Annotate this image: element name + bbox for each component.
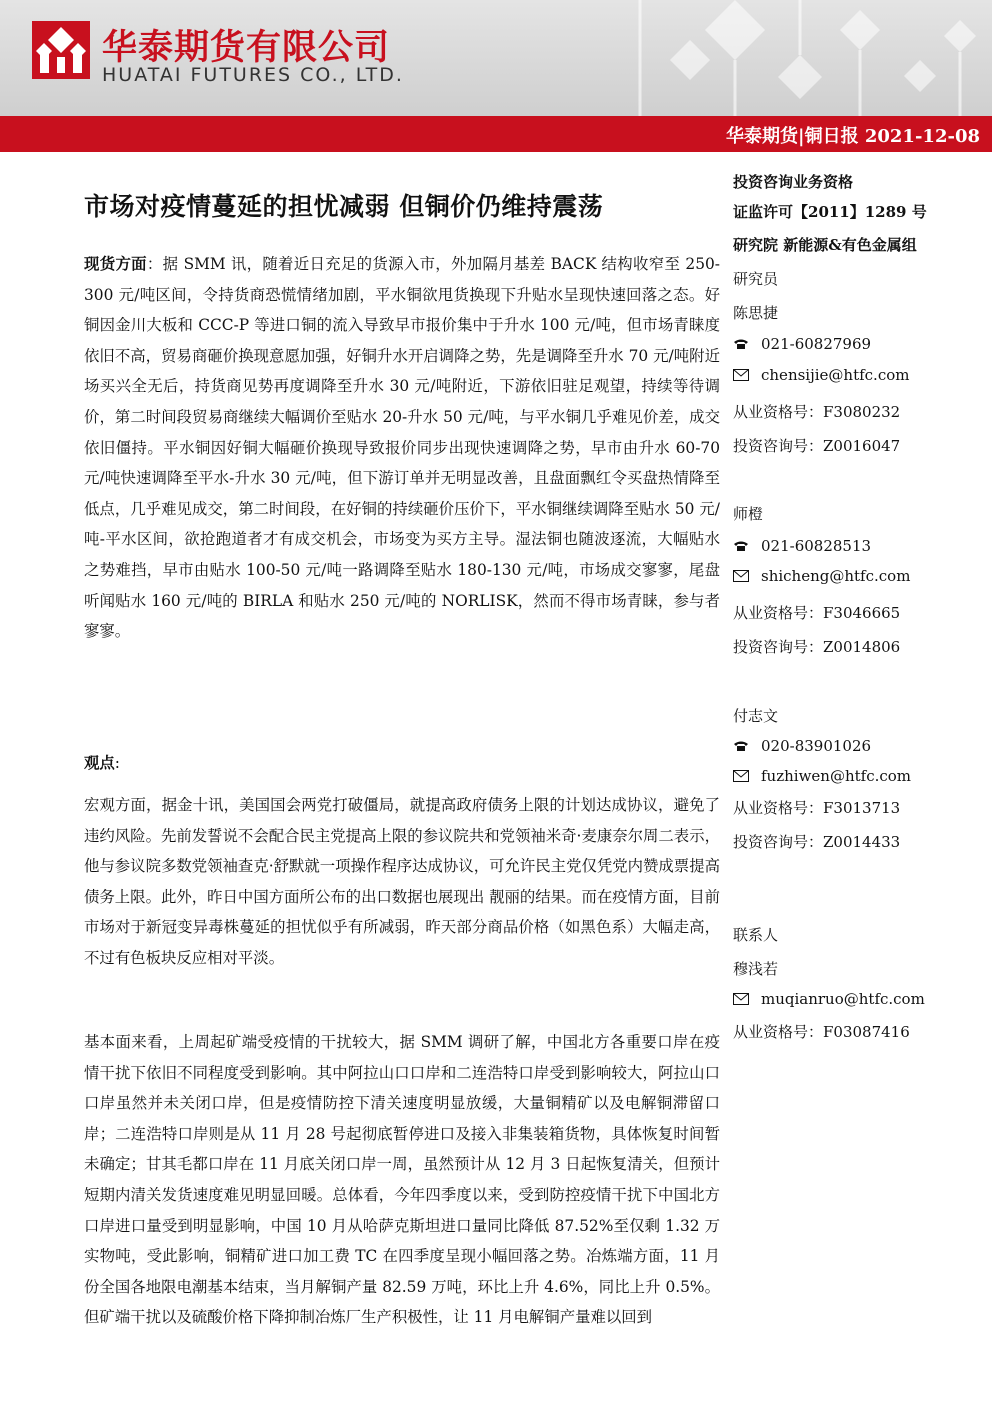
contact-email: muqianruo@htfc.com — [733, 990, 925, 1008]
spot-text: ：据 SMM 讯，随着近日充足的货源入市，外加隔月基差 BACK 结构收窄至 250-300 元/吨区间，令持货商恐慌情绪加剧，平水铜欲甩货换现下升贴水呈现快速回落之态。好铜因金川大板和 CCC-P 等进口铜的流入导致早市报价集中于升水 100 元/吨，但市场青睐度依旧不高，贸易商砸价换现意愿加强，好铜升水开启调降之势，先是调降至升水 70 元/吨附近场买兴全无后，持货商见势再度调降至升水 30 元/吨附近，下游依旧驻足观望，持续等待调价，第二时间段贸易商继续大幅调价至贴水 20-升水 50 元/吨，与平水铜几乎难见价差，成交依旧僵持。平水铜因好铜大幅砸价换现导致报价同步出现快速调降之势，早市由升水 60-70 元/吨快速调降至平水-升水 30 元/吨，但下游订单并无明显改善，且盘面飘红令买盘热情降至低点，几乎难见成交，第二时间段，在好铜的持续砸价压价下，平水铜继续调降至贴水 50 元/吨-平水区间，欲抢跑道者才有成交机会，市场变为买方主导。湿法铜也随波逐流，大幅贴水之势难挡，早市由贴水 100-50 元/吨一路调降至贴水 180-130 元/吨，市场成交寥寥，尾盘听闻贴水 160 元/吨的 BIRLA 和贴水 250 元/吨的 NORLISK，然而不得市场青睐，参与者寥寥。 — [84, 255, 720, 641]
spot-paragraph — [84, 249, 720, 647]
researcher-cert-advisory: 投资咨询号：Z0016047 — [733, 437, 901, 455]
phone-icon — [733, 540, 749, 552]
researcher-phone: 021-60827969 — [733, 335, 871, 353]
page-header — [0, 0, 992, 116]
report-title: 市场对疫情蔓延的担忧减弱 但铜价仍维持震荡 — [84, 192, 604, 221]
company-name-cn: 华泰期货有限公司 — [102, 28, 391, 68]
macro-paragraph: 宏观方面，据金十讯，美国国会两党打破僵局，就提高政府债务上限的计划达成协议，避免了违约风险。先前发誓说不会配合民主党提高上限的参议院共和党领袖米奇·麦康奈尔周二表示，他与参议院多数党领袖查克·舒默就一项操作程序达成协议，可允许民主党仅凭党内赞成票提高债务上限。此外，昨日中国方面所公布的出口数据也展现出 靓丽的结果。而在疫情方面，目前市场对于新冠变异毒株蔓延的担忧似乎有所减弱，昨天部分商品价格（如黑色系）大幅走高，不过有色板块反应相对平淡。 — [84, 796, 720, 967]
email-icon — [733, 369, 749, 381]
email-icon — [733, 770, 749, 782]
researcher-email: chensijie@htfc.com — [733, 366, 909, 384]
researcher-cert-practice: 从业资格号：F3046665 — [733, 604, 901, 622]
view-heading — [84, 748, 720, 779]
researcher-name: 陈思捷 — [733, 304, 779, 322]
researcher-name: 师橙 — [733, 505, 764, 523]
researcher-phone: 021-60828513 — [733, 537, 871, 555]
researcher-email: shicheng@htfc.com — [733, 567, 910, 585]
company-name-en: HUATAI FUTURES CO., LTD. — [102, 64, 404, 86]
spot-label: 现货方面 — [84, 255, 147, 273]
researcher-label: 研究员 — [733, 270, 779, 288]
license-number: 证监许可【2011】1289 号 — [733, 203, 927, 221]
huatai-logo-icon — [32, 21, 90, 79]
fundamental-paragraph: 基本面来看，上周起矿端受疫情的干扰较大，据 SMM 调研了解，中国北方各重要口岸在疫情干扰下依旧不同程度受到影响。其中阿拉山口口岸和二连浩特口岸受到影响较大，阿拉山口口岸虽然并未关闭口岸，但是疫情防控下清关速度明显放缓，大量铜精矿以及电解铜滞留口岸；二连浩特口岸则是从 11 月 28 号起彻底暂停进口及接入非集装箱货物，具体恢复时间暂未确定；甘其毛都口岸在 11 月底关闭口岸一周，虽然预计从 12 月 3 日起恢复清关，但预计短期内清关发货速度难见明显回暖。总体看，今年四季度以来，受到防控疫情干扰下中国北方口岸进口量受到明显影响，中国 10 月从哈萨克斯坦进口量同比降低 87.52%至仅剩 1.32 万实物吨，受此影响，铜精矿进口加工费 TC 在四季度呈现小幅回落之势。冶炼端方面，11 月份全国各地限电潮基本结束，当月解铜产量 82.59 万吨，环比上升 4.6%，同比上升 0.5%。但矿端干扰以及硫酸价格下降抑制冶炼厂生产积极性，让 11 月电解铜产量难以回到 — [84, 1033, 720, 1327]
contact-name: 穆浅若 — [733, 960, 779, 978]
contact-label: 联系人 — [733, 926, 779, 944]
phone-icon — [733, 740, 749, 752]
qualification-title: 投资咨询业务资格 — [733, 173, 854, 191]
researcher-cert-practice: 从业资格号：F3013713 — [733, 799, 901, 817]
report-band — [0, 116, 992, 152]
report-band-text: 华泰期货|铜日报 2021-12-08 — [726, 126, 980, 147]
email-icon — [733, 993, 749, 1005]
researcher-cert-practice: 从业资格号：F3080232 — [733, 403, 901, 421]
researcher-name: 付志文 — [733, 707, 779, 725]
department: 研究院 新能源&有色金属组 — [733, 236, 917, 254]
email-icon — [733, 570, 749, 582]
view-colon: : — [114, 754, 120, 772]
researcher-phone: 020-83901026 — [733, 737, 871, 755]
researcher-cert-advisory: 投资咨询号：Z0014433 — [733, 833, 901, 851]
header-decoration — [560, 0, 992, 116]
contact-cert-practice: 从业资格号：F03087416 — [733, 1023, 910, 1041]
view-label: 观点 — [84, 754, 115, 772]
researcher-email: fuzhiwen@htfc.com — [733, 767, 911, 785]
researcher-cert-advisory: 投资咨询号：Z0014806 — [733, 638, 901, 656]
phone-icon — [733, 338, 749, 350]
